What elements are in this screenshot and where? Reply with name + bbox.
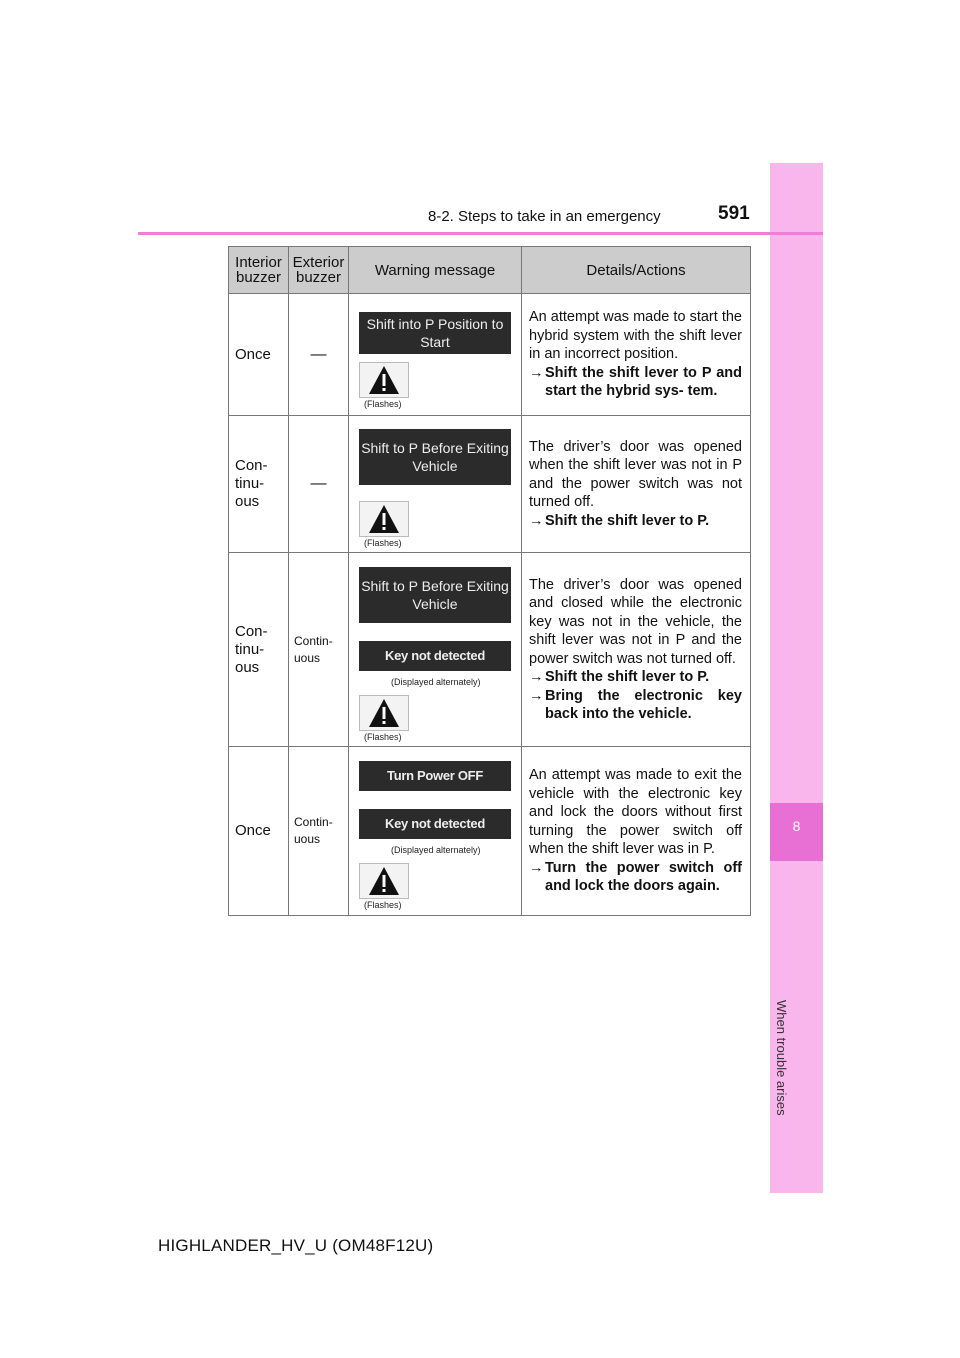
action-item: → Turn the power switch off and lock the doors again. [529, 859, 742, 895]
col-interior-buzzer: Interior buzzer [229, 247, 289, 294]
details-text: The driver’s door was opened when the shift lever was not in P and the power switch was not turned off. [529, 438, 742, 511]
details-cell [522, 553, 751, 747]
warning-triangle [359, 695, 409, 731]
footer-model-code: HIGHLANDER_HV_U (OM48F12U) [158, 1236, 434, 1255]
action-item: → Bring the electronic key back into the vehicle. [529, 687, 742, 722]
warning-triangle [359, 501, 409, 537]
warning-triangle [359, 362, 409, 398]
warning-table [228, 246, 751, 916]
warning-message-display: Turn Power OFF [359, 761, 511, 791]
warning-message-display: Shift to P Before Exiting Vehicle [359, 567, 511, 623]
side-tab-number: 8 [792, 818, 801, 834]
col-details-actions: Details/Actions [522, 247, 751, 294]
flashes-caption: (Flashes) [364, 538, 402, 548]
warning-message-cell [349, 553, 522, 747]
details-text: An attempt was made to exit the vehicle with the electronic key and lock the doors without first turning the power switch off when the shift lever was in P. [529, 767, 742, 858]
interior-buzzer-cell: Con- tinu- ous [229, 416, 289, 553]
exterior-buzzer-cell: — [289, 294, 349, 416]
details-text: The driver’s door was opened and closed while the electronic key was not in the vehicle, the shift lever was not in P and the power switch was not turned off. [529, 576, 742, 667]
warning-message-cell [349, 294, 522, 416]
details-text: An attempt was made to start the hybrid system with the shift lever in an incorrect position. [529, 309, 742, 363]
warning-triangle-icon [368, 365, 400, 395]
exterior-buzzer-cell: Contin- uous [289, 553, 349, 747]
table-row [229, 553, 751, 747]
action-item: → Shift the shift lever to P and start the hybrid sys- tem. [529, 364, 742, 400]
warning-triangle [359, 863, 409, 899]
section-title: 8-2. Steps to take in an emergency [428, 208, 661, 225]
col-exterior-buzzer: Exterior buzzer [289, 247, 349, 294]
page-number: 591 [718, 203, 750, 224]
interior-buzzer-cell: Once [229, 747, 289, 916]
details-cell [522, 294, 751, 416]
interior-buzzer-cell: Con- tinu- ous [229, 553, 289, 747]
warning-message-display: Shift into P Position to Start [359, 312, 511, 354]
arrow-icon: → [529, 512, 544, 529]
table-row [229, 747, 751, 916]
details-cell [522, 416, 751, 553]
interior-buzzer-cell: Once [229, 294, 289, 416]
side-tab-label: When trouble arises [774, 1000, 789, 1116]
flashes-caption: (Flashes) [364, 398, 402, 409]
arrow-icon: → [529, 687, 544, 704]
arrow-icon: → [529, 669, 544, 685]
table-row [229, 416, 751, 553]
warning-triangle-icon [368, 698, 400, 728]
warning-triangle-icon [368, 504, 400, 534]
exterior-buzzer-cell: Contin- uous [289, 747, 349, 916]
warning-message-cell [349, 747, 522, 916]
warning-message-display-alt: Key not detected [359, 641, 511, 671]
alternate-caption: (Displayed alternately) [391, 676, 481, 687]
warning-message-display-alt: Key not detected [359, 809, 511, 839]
warning-message-display: Shift to P Before Exiting Vehicle [359, 429, 511, 485]
col-warning-message: Warning message [349, 247, 522, 294]
flashes-caption: (Flashes) [364, 731, 402, 742]
table-header-row [229, 247, 751, 294]
alternate-caption: (Displayed alternately) [391, 845, 481, 855]
action-item: → Shift the shift lever to P. [529, 669, 710, 685]
table-row [229, 294, 751, 416]
details-cell [522, 747, 751, 916]
flashes-caption: (Flashes) [364, 900, 402, 910]
arrow-icon: → [529, 859, 544, 876]
arrow-icon: → [529, 364, 544, 381]
action-item: → Shift the shift lever to P. [529, 512, 710, 529]
warning-triangle-icon [368, 866, 400, 896]
header-rule [138, 232, 823, 235]
warning-message-cell [349, 416, 522, 553]
exterior-buzzer-cell: — [289, 416, 349, 553]
